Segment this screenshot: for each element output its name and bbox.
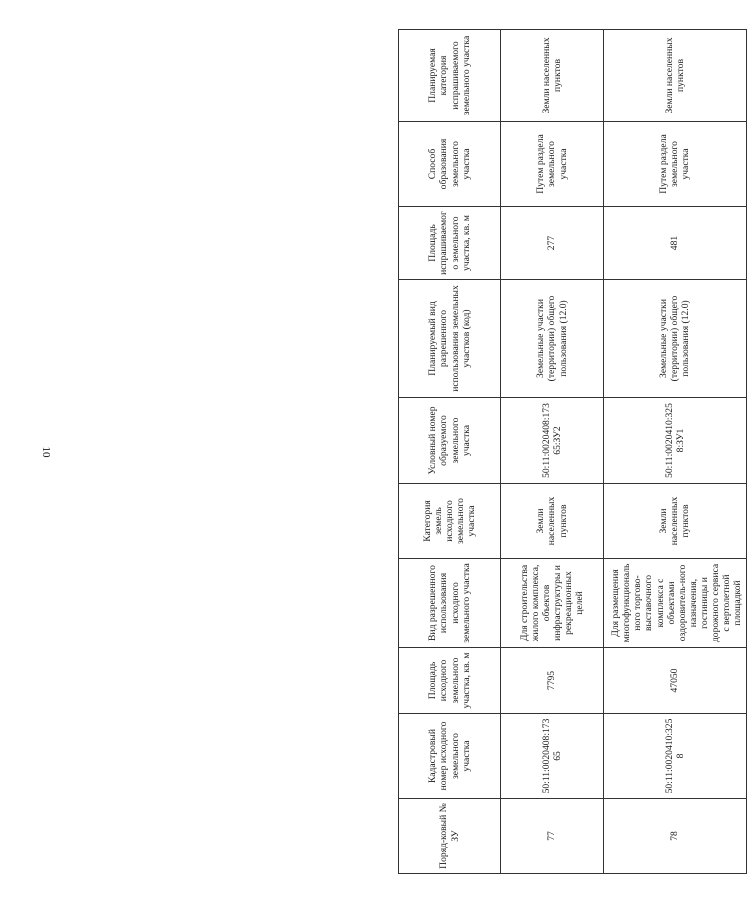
header-cadastral-number: Кадастровый номер исходного земельного участка <box>399 714 501 799</box>
cell-new-number: 50:11:0020410:3258:ЗУ1 <box>604 398 747 484</box>
header-formation-method: Способ образования земельного участка <box>399 122 501 207</box>
cell-order-no: 77 <box>501 799 604 874</box>
cell-cadastral-number: 50:11:0020410:3258 <box>604 714 747 799</box>
cell-planned-category: Земли населенных пунктов <box>604 30 747 122</box>
header-source-use: Вид разрешенного использования исходного земельного участка <box>399 559 501 648</box>
header-new-number: Условный номер образуемого земельного участка <box>399 398 501 484</box>
cell-source-use: Для размещения многофункционального торгово-выставочного комплекса с объектами оздоровитель-ного назначения, гостиницы и дорожного сервиса с вертолетной площадкой <box>604 559 747 648</box>
cell-source-use: Для строительства жилого комплекса, объектов инфраструктуры и рекреационных целей <box>501 559 604 648</box>
cell-cadastral-number: 50:11:0020408:17365 <box>501 714 604 799</box>
cell-requested-area: 481 <box>604 207 747 280</box>
table-row <box>501 30 604 874</box>
cell-new-number: 50:11:0020408:17365:ЗУ2 <box>501 398 604 484</box>
header-planned-category: Планируемая категория испрашиваемого земельного участка <box>399 30 501 122</box>
cell-source-area: 47050 <box>604 648 747 714</box>
cell-source-area: 7795 <box>501 648 604 714</box>
cell-formation-method: Путем раздела земельного участка <box>501 122 604 207</box>
cell-order-no: 78 <box>604 799 747 874</box>
header-planned-use: Планируемый вид разрешенного использования земельных участков (код) <box>399 280 501 398</box>
page-number: 10 <box>40 446 52 458</box>
rotated-table-wrapper <box>398 30 744 874</box>
cell-planned-use: Земельные участки (территории) общего пользования (12.0) <box>604 280 747 398</box>
header-source-area: Площадь исходного земельного участка, кв. м <box>399 648 501 714</box>
table-row <box>604 30 747 874</box>
header-source-category: Категория земель исходного земельного участка <box>399 484 501 559</box>
cell-formation-method: Путем раздела земельного участка <box>604 122 747 207</box>
land-plots-table <box>398 29 747 874</box>
cell-planned-use: Земельные участки (территории) общего пользования (12.0) <box>501 280 604 398</box>
cell-source-category: Земли населенных пунктов <box>604 484 747 559</box>
cell-requested-area: 277 <box>501 207 604 280</box>
cell-planned-category: Земли населенных пунктов <box>501 30 604 122</box>
table-header-row <box>399 30 501 874</box>
cell-source-category: Земли населенных пунктов <box>501 484 604 559</box>
header-requested-area: Площадь испрашиваемого земельного участка, кв. м <box>399 207 501 280</box>
header-order-no: Поряд-ковый № ЗУ <box>399 799 501 874</box>
